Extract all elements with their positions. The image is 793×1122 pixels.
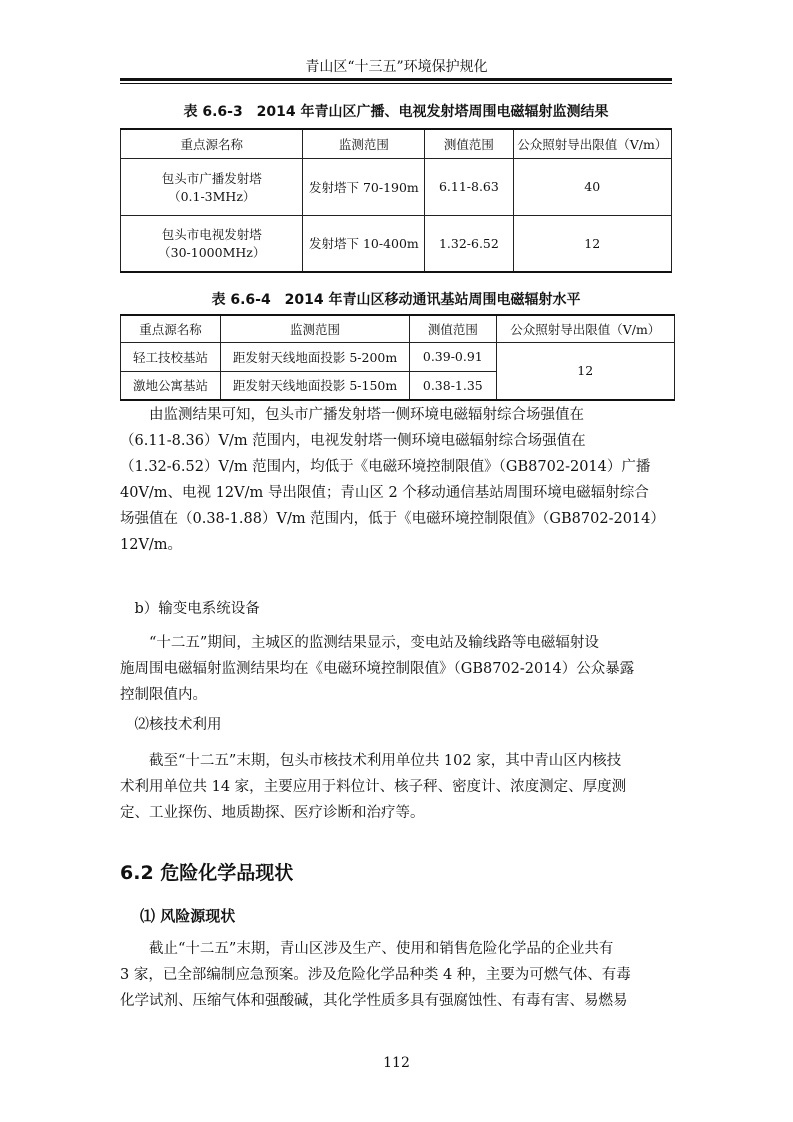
table2-header-cell: 测值范围 <box>410 315 496 342</box>
measured-value-cell: 6.11-8.63 <box>425 158 513 215</box>
table-row <box>121 215 672 272</box>
page-number: 112 <box>383 1055 410 1071</box>
section-title: 6.2 危险化学品现状 <box>120 862 294 884</box>
table2 <box>120 314 675 401</box>
table1-caption: 表 6.6-3 2014 年青山区广播、电视发射塔周围电磁辐射监测结果 <box>183 104 609 120</box>
text-line: （6.11-8.36）V/m 范围内，电视发射塔一侧环境电磁辐射综合场强值在 <box>120 433 586 449</box>
text-line: 场强值在（0.38-1.88）V/m 范围内，低于《电磁环境控制限值》（GB8702-2014） <box>120 511 665 527</box>
source-frequency: （0.1-3MHz） <box>168 188 256 204</box>
text-line: 截止“十二五”末期，青山区涉及生产、使用和销售危险化学品的企业共有 <box>120 941 614 957</box>
source-name: 包头市电视发射塔 <box>161 227 262 243</box>
limit-cell: 40 <box>513 158 672 215</box>
subsection-title: ⑴ 风险源现状 <box>140 907 236 925</box>
table2-header-cell: 重点源名称 <box>121 315 221 342</box>
text-line: 控制限值内。 <box>120 687 207 703</box>
text-line: 截至“十二五”末期，包头市核技术利用单位共 102 家，其中青山区内核技 <box>120 753 622 769</box>
monitor-range-cell: 发射塔下 10-400m <box>303 215 425 272</box>
paragraph-risk-sources <box>120 936 672 1014</box>
header-rule-thick <box>120 78 672 81</box>
paragraph-monitoring-results <box>120 402 672 558</box>
text-line: 3 家，已全部编制应急预案。涉及危险化学品种类 4 种，主要为可燃气体、有毒 <box>120 967 631 983</box>
monitor-range-cell: 发射塔下 70-190m <box>303 158 425 215</box>
table1-header-cell: 测值范围 <box>425 129 513 158</box>
text-line: （1.32-6.52）V/m 范围内，均低于《电磁环境控制限值》（GB8702-2014）广播 <box>120 459 651 475</box>
item-b-heading: b）输变电系统设备 <box>120 601 260 617</box>
table1-header-cell: 监测范围 <box>303 129 425 158</box>
text-line: 定、工业探伤、地质勘探、医疗诊断和治疗等。 <box>120 805 425 821</box>
text-line: 12V/m。 <box>120 537 183 553</box>
table-row <box>121 158 672 215</box>
header-rule-thin <box>120 83 672 84</box>
measured-value-cell: 0.39-0.91 <box>410 342 496 371</box>
limit-cell: 12 <box>496 342 675 400</box>
table1-header-row <box>121 129 672 158</box>
text-line: 40V/m、电视 12V/m 导出限值；青山区 2 个移动通信基站周围环境电磁辐射综合 <box>120 485 649 501</box>
station-name-cell: 轻工技校基站 <box>121 342 221 371</box>
table1-header-cell: 重点源名称 <box>121 129 303 158</box>
table1-name-cell <box>121 215 303 272</box>
text-line: 施周围电磁辐射监测结果均在《电磁环境控制限值》（GB8702-2014）公众暴露 <box>120 661 635 677</box>
table1-header-cell: 公众照射导出限值（V/m） <box>513 129 672 158</box>
measured-value-cell: 0.38-1.35 <box>410 371 496 400</box>
table1 <box>120 128 672 273</box>
paragraph-nuclear <box>120 748 672 826</box>
limit-cell: 12 <box>513 215 672 272</box>
measured-value-cell: 1.32-6.52 <box>425 215 513 272</box>
source-frequency: （30-1000MHz） <box>158 245 266 261</box>
monitor-range-cell: 距发射天线地面投影 5-150m <box>220 371 409 400</box>
text-line: 由监测结果可知，包头市广播发射塔一侧环境电磁辐射综合场强值在 <box>120 407 584 423</box>
monitor-range-cell: 距发射天线地面投影 5-200m <box>220 342 409 371</box>
table2-caption: 表 6.6-4 2014 年青山区移动通讯基站周围电磁辐射水平 <box>211 292 581 308</box>
text-line: “十二五”期间，主城区的监测结果显示，变电站及输线路等电磁辐射设 <box>120 635 599 651</box>
table-row <box>121 342 675 371</box>
table2-header-cell: 公众照射导出限值（V/m） <box>496 315 675 342</box>
item-2-heading: ⑵核技术利用 <box>120 717 222 733</box>
table2-header-row <box>121 315 675 342</box>
station-name-cell: 激地公寓基站 <box>121 371 221 400</box>
table2-header-cell: 监测范围 <box>220 315 409 342</box>
running-header: 青山区“十三五”环境保护规化 <box>305 59 488 75</box>
text-line: 化学试剂、压缩气体和强酸碱，其化学性质多具有强腐蚀性、有毒有害、易燃易 <box>120 993 628 1009</box>
source-name: 包头市广播发射塔 <box>161 170 262 186</box>
table1-name-cell <box>121 158 303 215</box>
text-line: 术利用单位共 14 家，主要应用于料位计、核子秤、密度计、浓度测定、厚度测 <box>120 779 627 795</box>
paragraph-transmission <box>120 630 672 708</box>
